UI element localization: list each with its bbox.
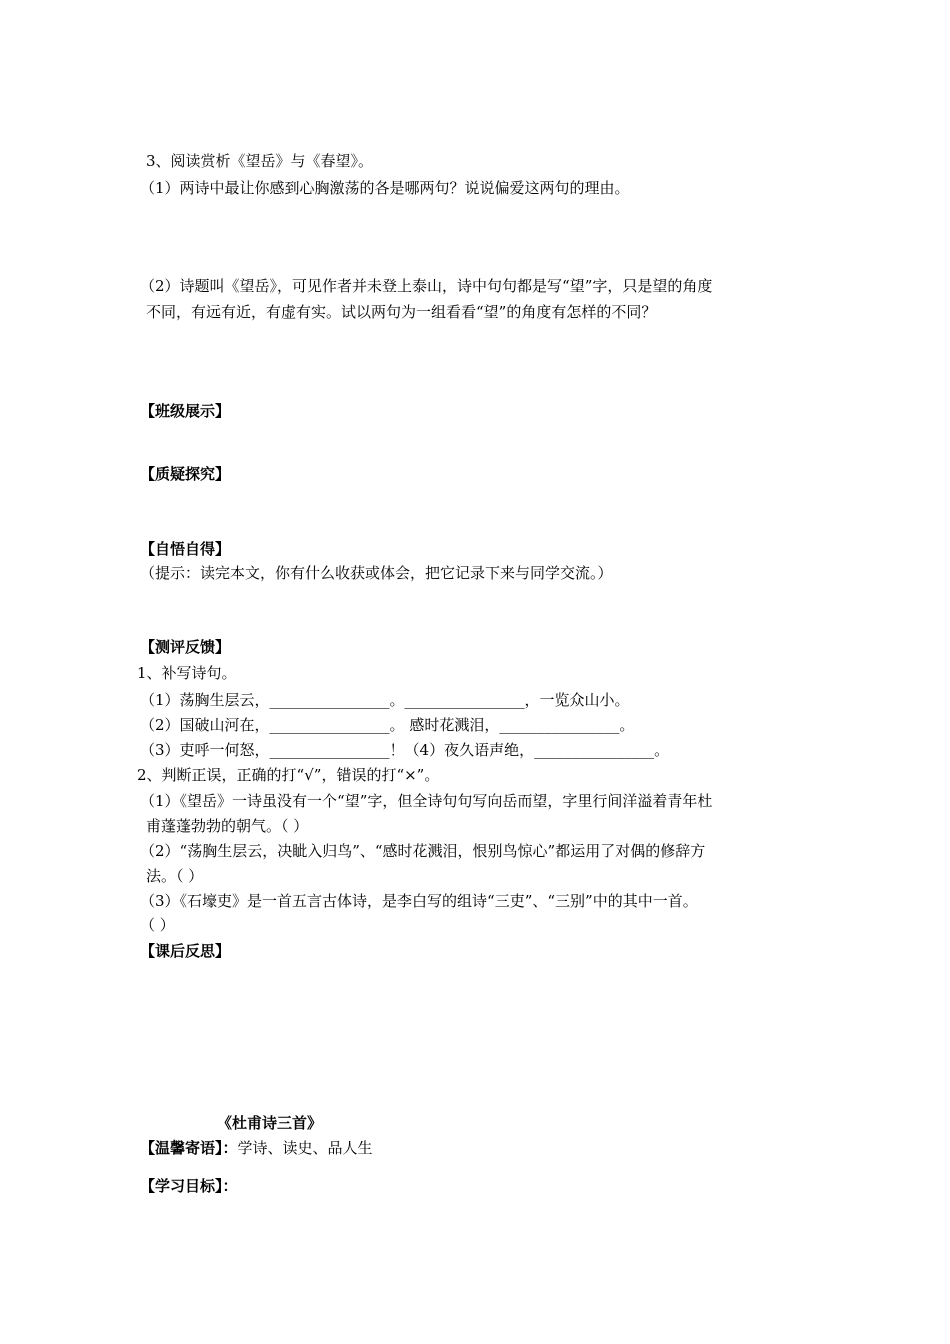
greeting-row xyxy=(140,1137,373,1159)
next-lesson-title: 《杜甫诗三首》 xyxy=(217,1114,323,1132)
section3-question-2-line2: 不同，有远有近，有虚有实。试以两句为一组看看“望”的角度有怎样的不同？ xyxy=(146,303,657,321)
self-gain-heading: 【自悟自得】 xyxy=(140,540,231,558)
section3-question-2-line1: （2）诗题叫《望岳》，可见作者并未登上泰山，诗中句句都是写“望”字，只是望的角度 xyxy=(140,277,713,295)
test-feedback-heading: 【测评反馈】 xyxy=(140,638,231,656)
judge-item-1-line1: （1）《望岳》一诗虽没有一个“望”字，但全诗句句写向岳而望，字里行间洋溢着青年杜 xyxy=(140,792,713,810)
question-explore-heading: 【质疑探究】 xyxy=(140,465,231,483)
fill-line-3: （3）吏呼一何怒，________________！（4）夜久语声绝，________________。 xyxy=(140,741,670,759)
judge-title: 2、判断正误，正确的打“√”，错误的打“×”。 xyxy=(137,766,440,784)
judge-item-2-line1: （2）“荡胸生层云，决眦入归鸟”、“感时花溅泪，恨别鸟惊心”都运用了对偶的修辞方 xyxy=(140,842,706,860)
reflection-heading: 【课后反思】 xyxy=(140,942,231,960)
self-gain-hint: （提示：读完本文，你有什么收获或体会，把它记录下来与同学交流。） xyxy=(140,564,613,582)
fill-line-2: （2）国破山河在，________________。 感时花溅泪，________________。 xyxy=(140,716,635,734)
judge-item-2-line2: 法。（ ） xyxy=(146,867,204,885)
class-show-heading: 【班级展示】 xyxy=(140,402,231,420)
learning-goals-label: 【学习目标】： xyxy=(140,1177,238,1195)
greeting-text: 学诗、读史、品人生 xyxy=(237,1139,373,1157)
section3-heading: 3、阅读赏析《望岳》与《春望》。 xyxy=(146,152,374,170)
fill-line-1: （1）荡胸生层云，________________。________________，一览众山小。 xyxy=(140,691,630,709)
judge-item-1-line2: 甫蓬蓬勃勃的朝气。（ ） xyxy=(146,817,309,835)
greeting-label: 【温馨寄语】： xyxy=(140,1139,238,1157)
fill-title: 1、补写诗句。 xyxy=(137,664,237,682)
judge-item-3-line2: （ ） xyxy=(140,916,175,934)
section3-question-1: （1）两诗中最让你感到心胸激荡的各是哪两句？说说偏爱这两句的理由。 xyxy=(140,179,630,197)
judge-item-3-line1: （3）《石壕吏》是一首五言古体诗，是李白写的组诗“三吏”、“三别”中的其中一首。 xyxy=(140,892,698,910)
